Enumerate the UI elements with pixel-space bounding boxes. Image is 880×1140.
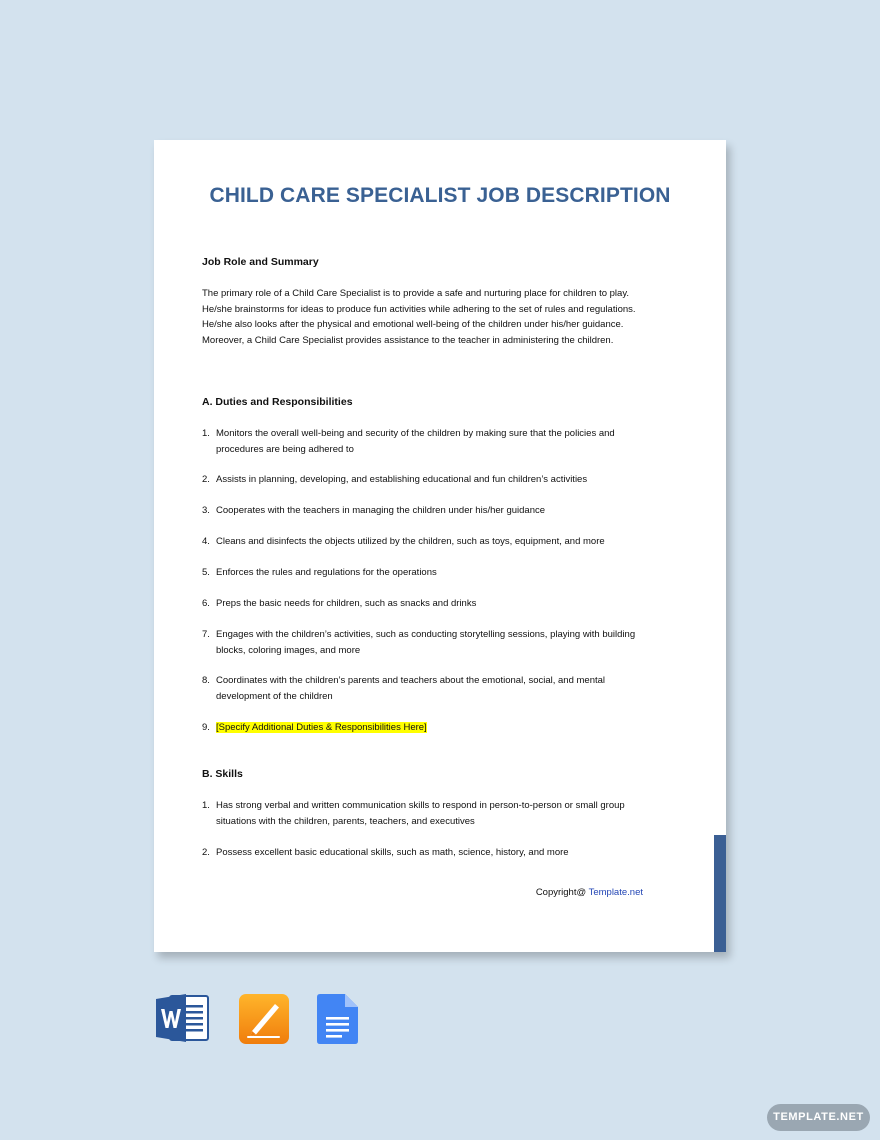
word-icon[interactable] [156, 993, 210, 1043]
summary-paragraph: The primary role of a Child Care Specialist is to provide a safe and nurturing place for children to play. He/she brainstorms for ideas to produce fun activities while adhering to the set of rules and regulations. He/she also looks after the physical and emotional well-being of the children under his/her guidance. Moreover, a Child Care Specialist provides assistance to the teacher in administering the children. [202, 288, 636, 346]
copyright-line [536, 887, 643, 898]
list-item [202, 503, 652, 519]
copyright-link[interactable]: Template.net [588, 887, 643, 898]
list-number: 2. [202, 847, 210, 858]
template-net-watermark: TEMPLATE.NET [767, 1104, 870, 1131]
list-item [202, 673, 652, 705]
list-item [202, 426, 652, 458]
list-text: Has strong verbal and written communication skills to respond in person-to-person or small group situations with the children, parents, teachers, and executives [216, 800, 625, 827]
pages-icon[interactable] [238, 993, 290, 1045]
placeholder-highlight[interactable]: [Specify Additional Duties & Responsibilities Here] [216, 722, 427, 733]
page-accent-bar [714, 835, 726, 952]
document-title: CHILD CARE SPECIALIST JOB DESCRIPTION [209, 184, 671, 207]
list-number: 7. [202, 629, 210, 640]
list-item [202, 845, 652, 861]
google-docs-icon[interactable] [317, 993, 359, 1045]
list-item [202, 798, 652, 830]
duties-heading: A. Duties and Responsibilities [202, 396, 353, 408]
list-text: Coordinates with the children’s parents and teachers about the emotional, social, and mental development of the children [216, 675, 606, 702]
list-number: 5. [202, 567, 210, 578]
list-number: 3. [202, 505, 210, 516]
list-number: 1. [202, 428, 210, 439]
list-item [202, 627, 652, 659]
copyright-label: Copyright@ [535, 887, 589, 898]
list-text: Assists in planning, developing, and establishing educational and fun children’s activities [216, 474, 588, 485]
document-page [154, 140, 726, 952]
list-number: 4. [202, 536, 210, 547]
list-text: Enforces the rules and regulations for the operations [216, 567, 437, 578]
list-item [202, 534, 652, 550]
list-number: 8. [202, 675, 210, 686]
list-text: Monitors the overall well-being and security of the children by making sure that the policies and procedures are being adhered to [216, 428, 615, 455]
list-number: 9. [202, 722, 210, 733]
list-text: Cleans and disinfects the objects utilized by the children, such as toys, equipment, and more [216, 536, 605, 547]
list-text: Preps the basic needs for children, such as snacks and drinks [216, 598, 477, 609]
list-item [202, 565, 652, 581]
list-item [202, 472, 652, 488]
list-text: Cooperates with the teachers in managing the children under his/her guidance [216, 505, 546, 516]
list-item [202, 720, 652, 736]
list-number: 6. [202, 598, 210, 609]
skills-heading: B. Skills [202, 768, 243, 780]
list-number: 2. [202, 474, 210, 485]
list-text: Engages with the children’s activities, such as conducting storytelling sessions, playing with building blocks, coloring images, and more [216, 629, 636, 656]
summary-heading: Job Role and Summary [202, 256, 319, 268]
list-number: 1. [202, 800, 210, 811]
list-text: Possess excellent basic educational skills, such as math, science, history, and more [216, 847, 569, 858]
list-item [202, 596, 652, 612]
